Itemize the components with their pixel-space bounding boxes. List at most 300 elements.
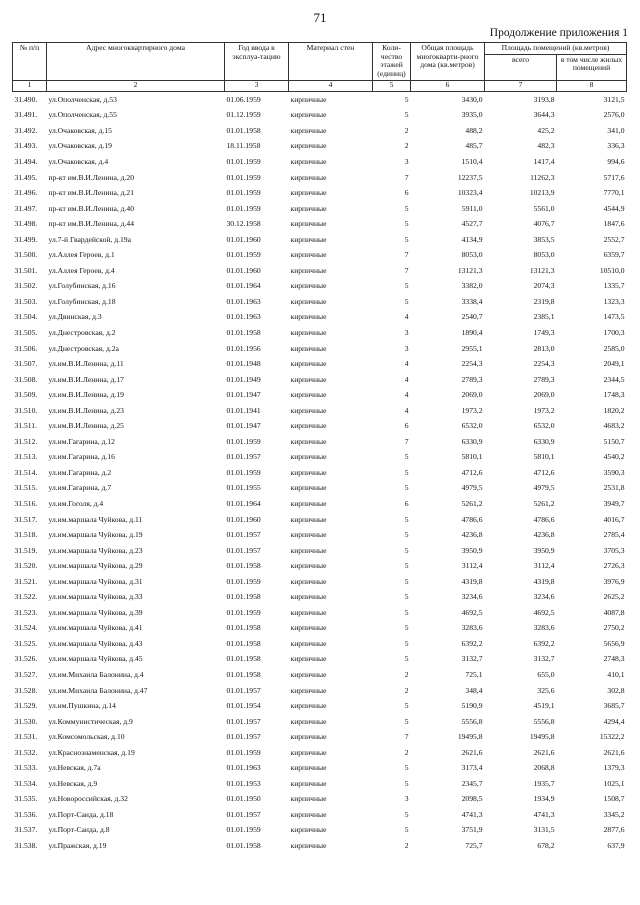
cell-year: 01.01.1958 (226, 592, 261, 602)
cell-rooms-area-living: 1379,3 (603, 763, 625, 773)
table-row (13, 340, 627, 356)
cell-rooms-area-living: 5717,6 (603, 172, 625, 182)
cell-floors: 5 (404, 530, 409, 540)
cell-rooms-area-total: 6392,2 (533, 638, 555, 648)
table-body (13, 91, 627, 853)
cell-total-area: 3751,9 (461, 825, 483, 835)
cell-floors: 5 (404, 778, 409, 788)
cell-rooms-area-total: 1934,9 (533, 794, 555, 804)
cell-rooms-area-living: 3121,5 (603, 94, 625, 104)
cell-floors: 5 (404, 701, 409, 711)
table-row (13, 605, 627, 621)
cell-address: ул.им.маршала Чуйкова, д.45 (48, 654, 143, 664)
cell-rooms-area-living: 15322,2 (599, 732, 625, 742)
cell-address: ул.Порт-Саида, д.8 (48, 825, 110, 835)
cell-number: 31.534. (14, 778, 38, 788)
cell-year: 01.01.1958 (226, 654, 261, 664)
cell-rooms-area-living: 1025,1 (603, 778, 625, 788)
cell-year: 01.01.1947 (226, 421, 261, 431)
cell-wall-material: кирпичные (290, 452, 327, 462)
cell-year: 01.01.1963 (226, 296, 261, 306)
cell-address: ул.им.маршала Чуйкова, д.29 (48, 561, 143, 571)
cell-wall-material: кирпичные (290, 156, 327, 166)
cell-year: 01.01.1957 (226, 809, 261, 819)
cell-rooms-area-total: 11262,3 (530, 172, 555, 182)
cell-address: ул.им.маршала Чуйкова, д.23 (48, 545, 143, 555)
table-row (13, 263, 627, 279)
cell-total-area: 2789,3 (461, 374, 483, 384)
cell-rooms-area-living: 1335,7 (603, 281, 625, 291)
cell-address: ул.им.Михаила Балонина, д.4 (48, 670, 144, 679)
cell-rooms-area-living: 994,6 (607, 156, 625, 166)
column-number: 3 (225, 80, 289, 91)
cell-rooms-area-living: 4016,7 (603, 514, 625, 524)
cell-total-area: 3173,4 (461, 763, 483, 773)
cell-address: ул.Коммунистическая, д.9 (48, 716, 133, 726)
cell-total-area: 2955,1 (461, 343, 483, 353)
cell-wall-material: кирпичные (290, 281, 327, 291)
cell-number: 31.527. (14, 670, 38, 679)
cell-wall-material: кирпичные (290, 638, 327, 648)
cell-rooms-area-total: 2068,8 (533, 763, 555, 773)
cell-address: пр-кт им.В.И.Ленина, д.40 (48, 203, 134, 213)
cell-floors: 2 (404, 670, 409, 679)
cell-wall-material: кирпичные (290, 374, 327, 384)
cell-number: 31.490. (14, 94, 38, 104)
cell-floors: 5 (404, 561, 409, 571)
column-number: 5 (373, 80, 411, 91)
cell-address: пр-кт им.В.И.Ленина, д.20 (48, 172, 134, 182)
cell-rooms-area-total: 4319,8 (533, 576, 555, 586)
table-row (13, 247, 627, 263)
cell-year: 01.01.1958 (226, 561, 261, 571)
table-row (13, 573, 627, 589)
cell-year: 01.01.1955 (226, 483, 261, 493)
column-number: 7 (485, 80, 557, 91)
table-row (13, 294, 627, 310)
cell-number: 31.495. (14, 172, 38, 182)
cell-rooms-area-living: 1508,7 (603, 794, 625, 804)
cell-floors: 5 (404, 545, 409, 555)
cell-number: 31.506. (14, 343, 38, 353)
cell-wall-material: кирпичные (290, 685, 327, 695)
table-row (13, 511, 627, 527)
cell-number: 31.505. (14, 327, 38, 337)
cell-year: 01.01.1963 (226, 763, 261, 773)
cell-year: 01.01.1958 (226, 670, 261, 679)
cell-year: 01.01.1949 (226, 374, 261, 384)
cell-rooms-area-living: 2585,0 (603, 343, 625, 353)
cell-wall-material: кирпичные (290, 265, 327, 275)
cell-wall-material: кирпичные (290, 327, 327, 337)
cell-total-area: 3132,7 (461, 654, 483, 664)
cell-rooms-area-total: 4786,6 (533, 514, 555, 524)
cell-wall-material: кирпичные (290, 716, 327, 726)
cell-year: 01.01.1959 (226, 188, 261, 198)
cell-year: 01.01.1959 (226, 467, 261, 477)
cell-number: 31.512. (14, 436, 38, 446)
header-total-area: Общая площадь многокварти-рного дома (кв.метров) (411, 43, 485, 81)
cell-total-area: 348,4 (465, 685, 483, 695)
table-row (13, 636, 627, 652)
cell-year: 01.01.1957 (226, 530, 261, 540)
cell-year: 01.01.1959 (226, 436, 261, 446)
table-row (13, 496, 627, 512)
cell-address: ул.им.маршала Чуйкова, д.39 (48, 607, 143, 617)
cell-total-area: 6532,0 (461, 421, 483, 431)
cell-address: ул.Пражская, д.19 (48, 841, 107, 851)
cell-rooms-area-living: 1700,3 (603, 327, 625, 337)
cell-address: ул.Невская, д.9 (48, 778, 98, 788)
cell-rooms-area-living: 302,8 (607, 685, 625, 695)
cell-wall-material: кирпичные (290, 607, 327, 617)
cell-total-area: 6392,2 (461, 638, 483, 648)
cell-floors: 4 (404, 405, 409, 415)
cell-wall-material: кирпичные (290, 747, 327, 757)
cell-address: ул.Днестровская, д.2 (48, 327, 116, 337)
cell-year: 01.01.1959 (226, 747, 261, 757)
cell-year: 30.12.1958 (226, 219, 261, 229)
cell-number: 31.493. (14, 141, 38, 151)
cell-wall-material: кирпичные (290, 809, 327, 819)
cell-rooms-area-total: 4692,5 (533, 607, 555, 617)
table-row (13, 838, 627, 854)
cell-wall-material: кирпичные (290, 841, 327, 851)
cell-address: ул.Порт-Саида, д.18 (48, 809, 114, 819)
cell-rooms-area-total: 3131,5 (533, 825, 555, 835)
cell-address: ул.им.маршала Чуйкова, д.19 (48, 530, 143, 540)
cell-rooms-area-living: 2750,2 (603, 623, 625, 633)
cell-rooms-area-living: 4544,9 (603, 203, 625, 213)
cell-wall-material: кирпичные (290, 561, 327, 571)
cell-number: 31.536. (14, 809, 38, 819)
cell-year: 01.01.1959 (226, 250, 261, 260)
cell-wall-material: кирпичные (290, 390, 327, 400)
cell-total-area: 6330,9 (461, 436, 483, 446)
cell-wall-material: кирпичные (290, 530, 327, 540)
cell-year: 01.01.1957 (226, 685, 261, 695)
cell-wall-material: кирпичные (290, 125, 327, 135)
cell-rooms-area-total: 2319,8 (533, 296, 555, 306)
cell-rooms-area-living: 3590,3 (603, 467, 625, 477)
table-row (13, 309, 627, 325)
cell-total-area: 4979,5 (461, 483, 483, 493)
cell-year: 01.01.1957 (226, 732, 261, 742)
cell-year: 01.01.1964 (226, 281, 261, 291)
cell-floors: 5 (404, 763, 409, 773)
cell-floors: 5 (404, 514, 409, 524)
cell-number: 31.535. (14, 794, 38, 804)
table-row (13, 91, 627, 107)
cell-address: пр-кт им.В.И.Ленина, д.21 (48, 188, 134, 198)
cell-rooms-area-living: 341,0 (607, 125, 625, 135)
cell-wall-material: кирпичные (290, 250, 327, 260)
cell-rooms-area-total: 1973,2 (533, 405, 555, 415)
cell-floors: 2 (404, 141, 409, 151)
cell-total-area: 485,7 (465, 141, 483, 151)
cell-floors: 5 (404, 94, 409, 104)
cell-rooms-area-living: 3949,7 (603, 498, 625, 508)
cell-floors: 6 (404, 421, 409, 431)
cell-total-area: 3430,0 (461, 94, 483, 104)
cell-wall-material: кирпичные (290, 763, 327, 773)
cell-address: ул.Ополченская, д.55 (48, 110, 117, 120)
cell-number: 31.503. (14, 296, 38, 306)
cell-floors: 5 (404, 809, 409, 819)
cell-rooms-area-total: 2385,1 (533, 312, 555, 322)
cell-rooms-area-total: 10213,9 (529, 188, 555, 198)
cell-rooms-area-total: 1935,7 (533, 778, 555, 788)
cell-rooms-area-total: 4236,8 (533, 530, 555, 540)
header-rooms-area: Площадь помещений (кв.метров) (485, 43, 627, 55)
cell-number: 31.509. (14, 390, 38, 400)
cell-total-area: 3234,6 (461, 592, 483, 602)
cell-rooms-area-living: 2877,6 (603, 825, 625, 835)
cell-wall-material: кирпичные (290, 483, 327, 493)
cell-address: ул.Краснознаменская, д.19 (48, 747, 135, 757)
cell-address: ул.им.В.И.Ленина, д.11 (48, 359, 124, 369)
cell-year: 01.01.1957 (226, 452, 261, 462)
cell-year: 01.01.1957 (226, 716, 261, 726)
cell-year: 01.01.1957 (226, 545, 261, 555)
cell-wall-material: кирпичные (290, 467, 327, 477)
cell-address: ул.Очаковская, д.19 (48, 141, 112, 151)
cell-year: 01.01.1960 (226, 514, 261, 524)
header-material: Материал стен (289, 43, 373, 81)
cell-address: ул.им.В.И.Ленина, д.25 (48, 421, 124, 431)
column-number: 1 (13, 80, 47, 91)
table-row (13, 231, 627, 247)
cell-rooms-area-living: 2621,6 (603, 747, 625, 757)
cell-wall-material: кирпичные (290, 94, 327, 104)
table-row (13, 169, 627, 185)
cell-rooms-area-living: 2576,0 (603, 110, 625, 120)
table-row (13, 216, 627, 232)
cell-year: 01.01.1953 (226, 778, 261, 788)
cell-rooms-area-living: 2049,1 (603, 359, 625, 369)
cell-rooms-area-total: 1417,4 (533, 156, 555, 166)
cell-rooms-area-total: 5261,2 (533, 498, 555, 508)
cell-wall-material: кирпичные (290, 436, 327, 446)
column-number: 4 (289, 80, 373, 91)
cell-rooms-area-total: 3853,5 (533, 234, 555, 244)
cell-floors: 5 (404, 452, 409, 462)
cell-total-area: 725,7 (465, 841, 483, 851)
cell-year: 01.12.1959 (226, 110, 261, 120)
cell-wall-material: кирпичные (290, 825, 327, 835)
header-address: Адрес многоквартирного дома (47, 43, 225, 81)
cell-rooms-area-total: 5556,8 (533, 716, 555, 726)
cell-rooms-area-total: 5810,1 (533, 452, 555, 462)
cell-number: 31.511. (14, 421, 37, 431)
table-row (13, 387, 627, 403)
cell-floors: 3 (404, 794, 409, 804)
cell-number: 31.515. (14, 483, 38, 493)
cell-number: 31.504. (14, 312, 38, 322)
cell-address: ул.им.маршала Чуйкова, д.33 (48, 592, 143, 602)
cell-floors: 5 (404, 716, 409, 726)
cell-floors: 7 (404, 732, 409, 742)
cell-rooms-area-living: 2552,7 (603, 234, 625, 244)
cell-total-area: 3338,4 (461, 296, 483, 306)
cell-floors: 6 (404, 188, 409, 198)
cell-year: 01.01.1959 (226, 576, 261, 586)
cell-number: 31.492. (14, 125, 38, 135)
housing-register-table (12, 42, 627, 853)
table-row (13, 123, 627, 139)
cell-rooms-area-living: 3685,7 (603, 701, 625, 711)
cell-rooms-area-total: 482,3 (537, 141, 555, 151)
header-year: Год ввода в эксплуа-тацию (225, 43, 289, 81)
cell-wall-material: кирпичные (290, 188, 327, 198)
cell-number: 31.519. (14, 545, 38, 555)
cell-address: ул.Аллея Героев, д.1 (48, 250, 115, 260)
cell-year: 18.11.1958 (226, 141, 261, 151)
cell-address: ул.Аллея Героев, д.4 (48, 265, 115, 275)
cell-wall-material: кирпичные (290, 405, 327, 415)
cell-rooms-area-living: 1473,5 (603, 312, 625, 322)
cell-wall-material: кирпичные (290, 203, 327, 213)
cell-floors: 5 (404, 638, 409, 648)
cell-rooms-area-total: 1749,3 (533, 327, 555, 337)
cell-total-area: 3283,6 (461, 623, 483, 633)
table-row (13, 154, 627, 170)
cell-rooms-area-living: 5656,9 (603, 638, 625, 648)
cell-rooms-area-living: 3976,9 (603, 576, 625, 586)
cell-number: 31.532. (14, 747, 38, 757)
cell-address: ул.им.В.И.Ленина, д.19 (48, 390, 124, 400)
cell-number: 31.529. (14, 701, 38, 711)
cell-year: 01.01.1960 (226, 234, 261, 244)
cell-wall-material: кирпичные (290, 794, 327, 804)
table-row (13, 465, 627, 481)
cell-rooms-area-total: 6330,9 (533, 436, 555, 446)
cell-rooms-area-living: 637,9 (607, 841, 625, 851)
cell-floors: 4 (404, 390, 409, 400)
cell-rooms-area-total: 655,0 (537, 670, 555, 679)
cell-address: ул.им.маршала Чуйкова, д.41 (48, 623, 143, 633)
appendix-continuation-note: Продолжение приложения 1 (489, 27, 628, 39)
cell-wall-material: кирпичные (290, 545, 327, 555)
cell-number: 31.537. (14, 825, 38, 835)
cell-rooms-area-total: 4519,1 (533, 701, 555, 711)
cell-number: 31.500. (14, 250, 38, 260)
cell-rooms-area-total: 2254,3 (533, 359, 555, 369)
cell-rooms-area-living: 4540,2 (603, 452, 625, 462)
cell-year: 01.01.1959 (226, 607, 261, 617)
cell-number: 31.491. (14, 110, 38, 120)
cell-wall-material: кирпичные (290, 654, 327, 664)
table-row (13, 713, 627, 729)
cell-rooms-area-living: 2531,8 (603, 483, 625, 493)
cell-wall-material: кирпичные (290, 514, 327, 524)
cell-address: ул.Голубинская, д.18 (48, 296, 116, 306)
cell-address: ул.Очаковская, д.15 (48, 125, 112, 135)
cell-address: ул.Двинская, д.3 (48, 312, 102, 322)
cell-total-area: 4319,8 (461, 576, 483, 586)
cell-total-area: 3935,0 (461, 110, 483, 120)
table-row (13, 682, 627, 698)
cell-rooms-area-total: 2621,6 (533, 747, 555, 757)
cell-floors: 5 (404, 592, 409, 602)
cell-wall-material: кирпичные (290, 701, 327, 711)
table-row (13, 418, 627, 434)
cell-rooms-area-total: 19495,8 (529, 732, 555, 742)
cell-year: 01.01.1963 (226, 312, 261, 322)
cell-rooms-area-living: 336,3 (607, 141, 625, 151)
cell-wall-material: кирпичные (290, 141, 327, 151)
cell-wall-material: кирпичные (290, 670, 327, 679)
cell-rooms-area-total: 325,6 (537, 685, 555, 695)
cell-address: ул.им.Гоголя, д.4 (48, 498, 104, 508)
cell-year: 01.01.1959 (226, 172, 261, 182)
cell-rooms-area-total: 678,2 (537, 841, 555, 851)
cell-number: 31.510. (14, 405, 38, 415)
cell-wall-material: кирпичные (290, 576, 327, 586)
table-row (13, 185, 627, 201)
cell-rooms-area-total: 2813,0 (533, 343, 555, 353)
cell-number: 31.513. (14, 452, 38, 462)
cell-rooms-area-total: 5561,0 (533, 203, 555, 213)
cell-address: ул.Невская, д.7а (48, 763, 101, 773)
cell-total-area: 2254,3 (461, 359, 483, 369)
cell-total-area: 2069,0 (461, 390, 483, 400)
cell-rooms-area-living: 7770,1 (603, 188, 625, 198)
cell-rooms-area-total: 4712,6 (533, 467, 555, 477)
cell-wall-material: кирпичные (290, 219, 327, 229)
cell-address: ул.Комсомольская, д.10 (48, 732, 125, 742)
cell-address: ул.Голубинская, д.16 (48, 281, 116, 291)
cell-floors: 5 (404, 219, 409, 229)
cell-rooms-area-living: 3345,2 (603, 809, 625, 819)
cell-address: ул.им.Гагарина, д.16 (48, 452, 115, 462)
cell-rooms-area-living: 1847,6 (603, 219, 625, 229)
cell-year: 01.01.1947 (226, 390, 261, 400)
cell-year: 01.01.1959 (226, 825, 261, 835)
cell-number: 31.516. (14, 498, 38, 508)
table-row (13, 371, 627, 387)
column-number: 6 (411, 80, 485, 91)
cell-year: 01.01.1941 (226, 405, 261, 415)
cell-rooms-area-living: 4087,8 (603, 607, 625, 617)
cell-total-area: 5261,2 (461, 498, 483, 508)
cell-floors: 5 (404, 467, 409, 477)
cell-year: 01.01.1956 (226, 343, 261, 353)
cell-address: ул.им.В.И.Ленина, д.23 (48, 405, 124, 415)
cell-wall-material: кирпичные (290, 732, 327, 742)
cell-number: 31.507. (14, 359, 38, 369)
cell-address: ул.им.Гагарина, д.12 (48, 436, 115, 446)
cell-number: 31.522. (14, 592, 38, 602)
cell-floors: 5 (404, 234, 409, 244)
header-floors: Коли-чество этажей (единиц) (373, 43, 411, 81)
table-row (13, 434, 627, 450)
cell-number: 31.528. (14, 685, 38, 695)
cell-number: 31.520. (14, 561, 38, 571)
table-row (13, 791, 627, 807)
cell-total-area: 4712,6 (461, 467, 483, 477)
cell-wall-material: кирпичные (290, 343, 327, 353)
cell-floors: 2 (404, 685, 409, 695)
table-row (13, 822, 627, 838)
cell-year: 01.01.1958 (226, 125, 261, 135)
cell-floors: 5 (404, 576, 409, 586)
table-row (13, 325, 627, 341)
cell-rooms-area-total: 3193,8 (533, 94, 555, 104)
cell-floors: 7 (404, 436, 409, 446)
cell-year: 01.01.1948 (226, 359, 261, 369)
cell-rooms-area-total: 8053,0 (533, 250, 555, 260)
